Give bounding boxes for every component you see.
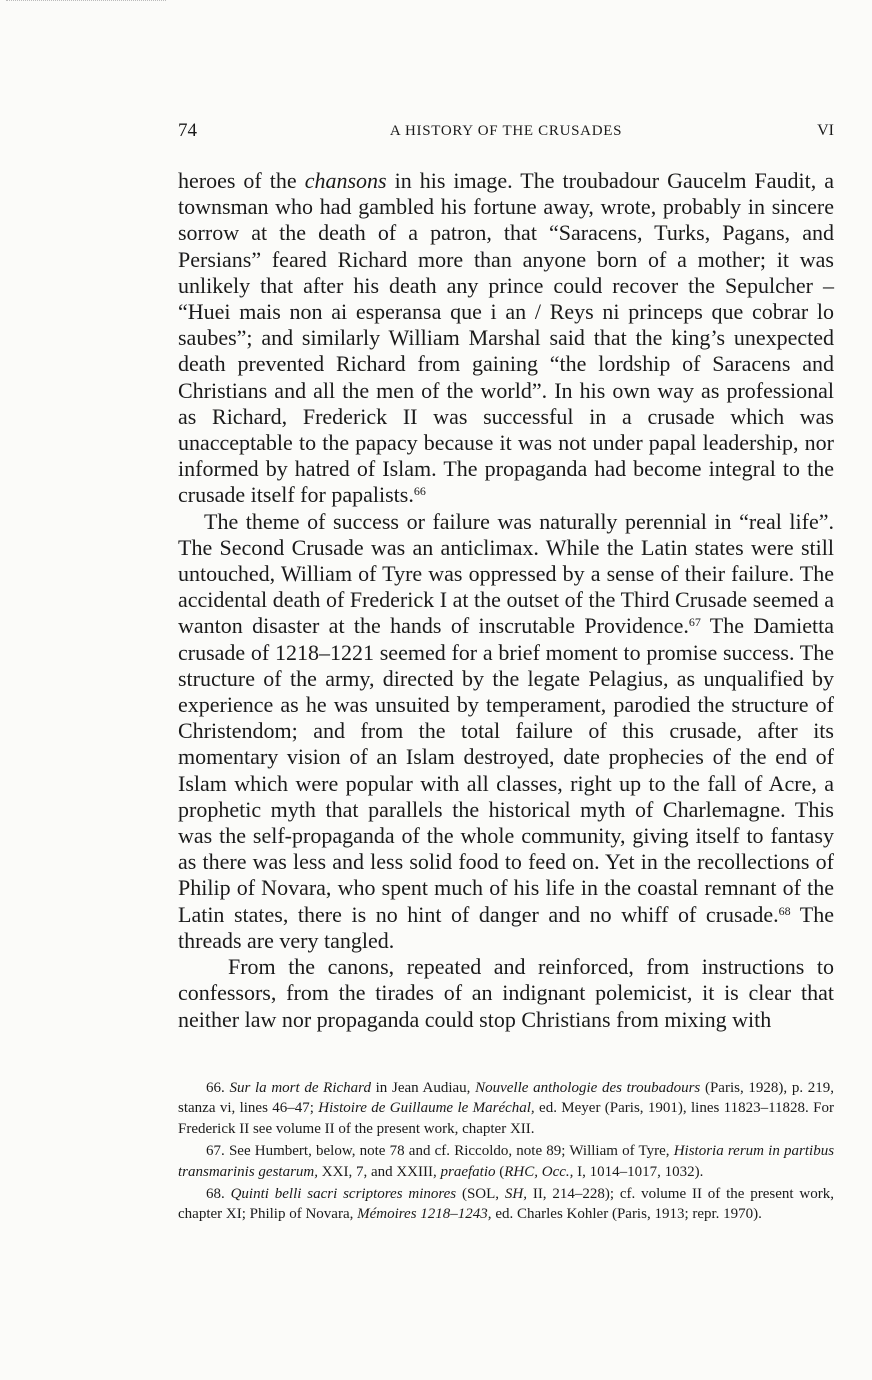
italic-run: Quinti belli sacri scriptores minores [230, 1186, 457, 1203]
text-run: (Paris, 1928), p. 219, stanza vi, lines 46–47; [178, 1080, 834, 1117]
scan-edge-mark [6, 0, 166, 4]
text-run: The Damietta crusade of 1218–1221 seemed for a brief moment to promise success. The structure of the army, directed by the legate Pelagius, as unqualified by experience as he was unsuited by temperament, parodied the structure of Christendom; and from the total failure of this crusade, after its momentary vision of an Islam destroyed, date prophecies of the end of Islam which were popular with all classes, right up to the fall of Acre, a prophetic myth that parallels the historical myth of Charlemagne. This was the self-propaganda of the whole community, giving itself to fantasy as there was less and less solid food to feed on. Yet in the recollections of Philip of Novara, who spent much of his life in the coastal remnant of the Latin states, there is no hint of danger and no whiff of crusade. [178, 613, 834, 927]
footnote-number: 68. [206, 1186, 231, 1203]
text-run: The theme of success or failure was naturally perennial in “real life”. The Second Crusade was an anticlimax. While the Latin states were still untouched, William of Tyre was oppressed by a sense of their failure. The accidental death of Frederick I at the outset of the Third Crusade seemed a wanton disaster at the hands of inscrutable Providence. [178, 508, 834, 639]
paragraph-3: From the canons, repeated and reinforced, from instructions to confessors, from the tirades of an indignant polemicist, it is clear that neither law nor propaganda could stop Christians from mixing with [178, 954, 834, 1032]
footnote-68 [178, 1184, 834, 1225]
italic-run: Historia rerum in partibus transmarinis gestarum, [178, 1143, 835, 1180]
main-text [178, 168, 834, 1033]
text-run: II, 214–228); cf. volume II of the present work, chapter XI; Philip of Novara, [178, 1186, 834, 1223]
running-title: A HISTORY OF THE CRUSADES [389, 123, 623, 139]
text-run: See Humbert, below, note 78 and cf. Riccoldo, note 89; William of Tyre, [228, 1143, 674, 1160]
italic-run: RHC, Occ., [504, 1163, 574, 1180]
text-run: I, 1014–1017, 1032). [573, 1163, 704, 1180]
italic-run: praefatio [440, 1163, 496, 1180]
footnote-ref-68[interactable]: 68 [778, 903, 791, 918]
text-run: in Jean Audiau, [370, 1080, 476, 1096]
running-header [178, 120, 834, 142]
footnotes [178, 1078, 834, 1227]
italic-run: Sur la mort de Richard [229, 1080, 371, 1096]
paragraph-2 [178, 509, 834, 954]
footnote-67 [178, 1141, 834, 1182]
footnote-66 [178, 1078, 834, 1139]
italic-run: Mémoires 1218–1243, [357, 1206, 492, 1223]
text-run: ed. Meyer (Paris, 1901), lines 11823–11828. For Frederick II see volume II of the present work, chapter XII. [178, 1100, 834, 1137]
text-run: ( [495, 1163, 505, 1180]
footnote-number: 66. [206, 1080, 230, 1096]
footnote-number: 67. [206, 1143, 229, 1160]
italic-run: Histoire de Guillaume le Maréchal, [318, 1100, 535, 1117]
text-run: heroes of the [178, 168, 305, 193]
text-run: (SOL, [456, 1186, 505, 1203]
text-run: in his image. The troubadour Gaucelm Faudit, a townsman who had gambled his fortune away, wrote, probably in sincere sorrow at the death of a patron, that “Saracens, Turks, Pagans, and Persians” feared Richard more than anyone born of a mother; it was unlikely that after his death any prince could recover the Sepulcher – “Huei mais non ai esperansa que i an / Reys ni princeps que cobrar lo saubes”; and similarly William Marshal said that the king’s unexpected death prevented Richard from gaining “the lordship of Saracens and Christians and all the men of the world”. In his own way as professional as Richard, Frederick II was successful in a crusade which was unacceptable to the papacy because it was not under papal leadership, nor informed by hatred of Islam. The propaganda had become integral to the crusade itself for papalists. [178, 168, 834, 508]
paragraph-1 [178, 168, 834, 509]
chapter-number: VI [817, 122, 834, 139]
text-run: XXI, 7, and XXIII, [318, 1163, 441, 1180]
italic-run: chansons [304, 168, 387, 193]
italic-run: Nouvelle anthologie des troubadours [475, 1080, 701, 1096]
footnote-ref-66[interactable]: 66 [413, 484, 426, 499]
text-run: The threads are very tangled. [178, 901, 834, 953]
page-number: 74 [178, 120, 197, 141]
italic-run: SH, [504, 1186, 527, 1203]
footnote-ref-67[interactable]: 67 [688, 615, 701, 630]
text-run: ed. Charles Kohler (Paris, 1913; repr. 1970). [491, 1206, 762, 1223]
